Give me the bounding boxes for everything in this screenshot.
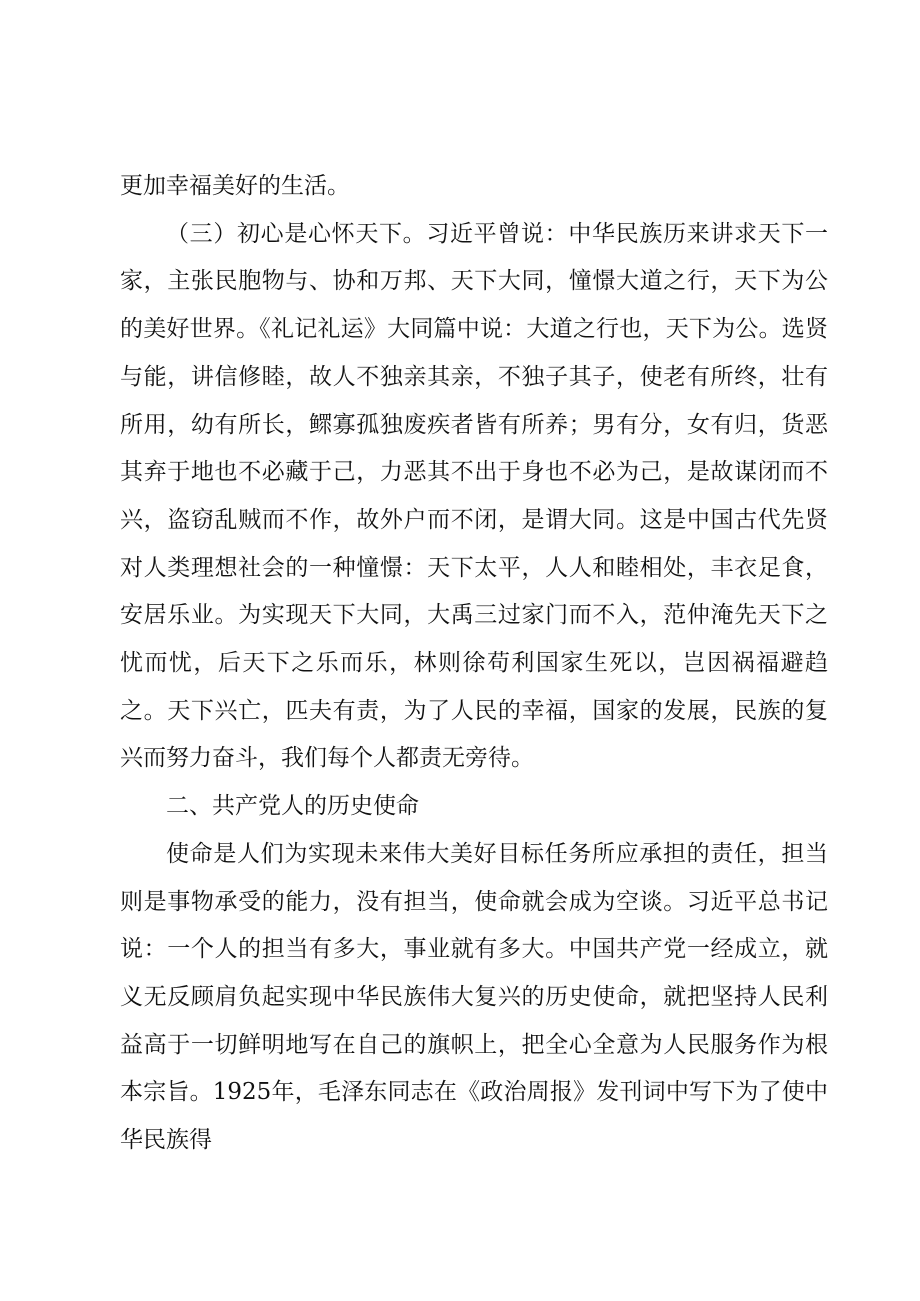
paragraph-continuation: 更加幸福美好的生活。	[120, 173, 350, 199]
paragraph-heart-for-the-world: （三）初心是心怀天下。习近平曾说：中华民族历来讲求天下一家，主张民胞物与、协和万邦、天下大同，憧憬大道之行，天下为公的美好世界。《礼记礼运》大同篇中说：大道之行也，天下为公。选贤与能，讲信修睦，故人不独亲其亲，不独子其子，使老有所终，壮有所用，幼有所长，鳏寡孤独废疾者皆有所养；男有分，女有归，货恶其弃于地也不必藏于己，力恶其不出于身也不必为己，是故谋闭而不兴，盗窃乱贼而不作，故外户而不闭，是谓大同。这是中国古代先贤对人类理想社会的一种憧憬：天下太平，人人和睦相处，丰衣足食，安居乐业。为实现天下大同，大禹三过家门而不入，范仲淹先天下之忧而忧，后天下之乐而乐，林则徐苟利国家生死以，岂因祸福避趋之。天下兴亡，匹夫有责，为了人民的幸福，国家的发展，民族的复兴而努力奋斗，我们每个人都责无旁待。	[120, 220, 828, 772]
section-heading: 二、共产党人的历史使命	[166, 793, 419, 820]
document-body	[120, 163, 828, 1165]
paragraph-mission: 使命是人们为实现未来伟大美好目标任务所应承担的责任，担当则是事物承受的能力，没有担当，使命就会成为空谈。习近平总书记说：一个人的担当有多大，事业就有多大。中国共产党一经成立，就义无反顾肩负起实现中华民族伟大复兴的历史使命，就把坚持人民利益高于一切鲜明地写在自己的旗帜上，把全心全意为人民服务作为根本宗旨。1925年，毛泽东同志在《政治周报》发刊词中写下为了使中华民族得	[120, 840, 828, 1154]
